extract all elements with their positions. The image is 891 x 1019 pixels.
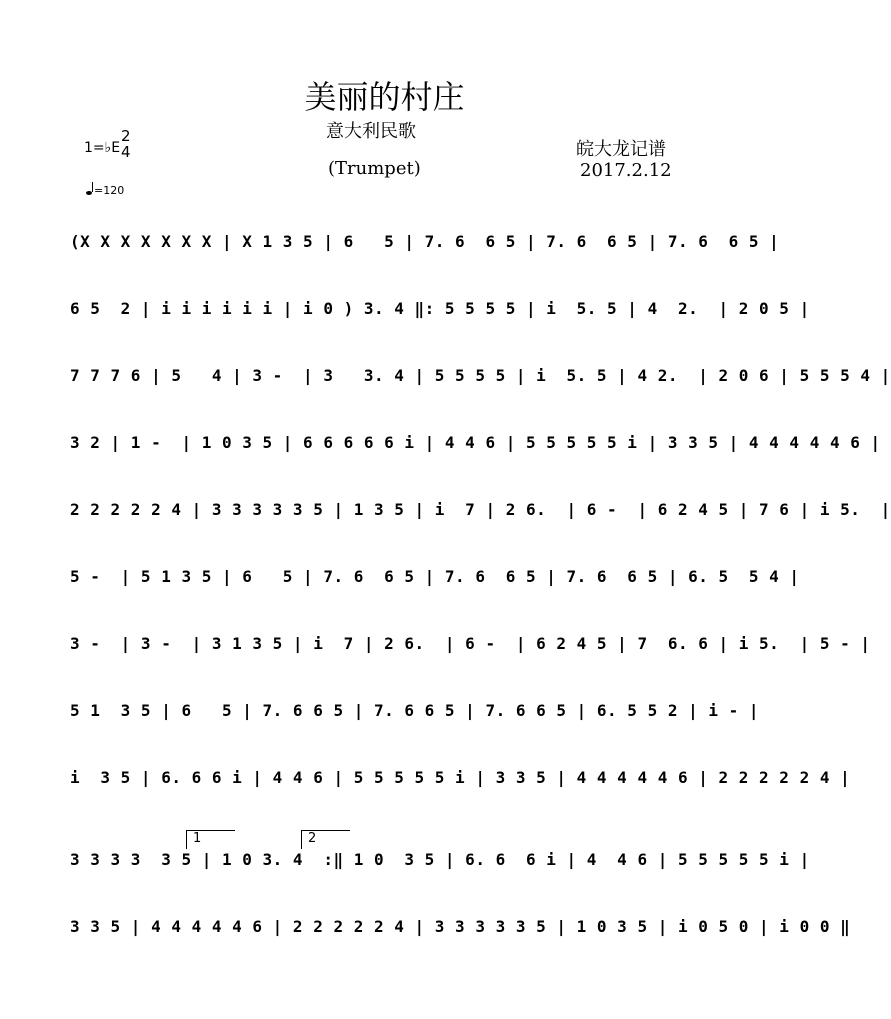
- second-ending-bracket: [301, 830, 350, 849]
- tempo-marking: [86, 184, 124, 197]
- second-ending-number: 2: [308, 831, 317, 846]
- score-line-9: i 3 5 | 6. 6 6 i | 4 4 6 | 5 5 5 5 5 i | 3 3 5 | 4 4 4 4 4 6 | 2 2 2 2 2 4 |: [70, 768, 851, 787]
- transcription-date: 2017.2.12: [580, 160, 672, 181]
- first-ending-bracket: [186, 830, 235, 849]
- score-line-1: (X X X X X X X | X 1 3 5 | 6 5 | 7. 6 6 5 | 7. 6 6 5 | 7. 6 6 5 |: [70, 232, 780, 251]
- score-line-4: 3 2 | 1 - | 1 0 3 5 | 6 6 6 6 6 i | 4 4 6 | 5 5 5 5 5 i | 3 3 5 | 4 4 4 4 4 6 |: [70, 433, 881, 452]
- score-line-10: 3 3 3 3 3 5 | 1 0 3. 4 :‖ 1 0 3 5 | 6. 6 6 i | 4 4 6 | 5 5 5 5 5 i |: [70, 850, 810, 869]
- tempo-value: =120: [94, 184, 125, 197]
- time-signature: [121, 128, 131, 160]
- meter-denominator: 4: [121, 143, 131, 161]
- score-line-5: 2 2 2 2 2 4 | 3 3 3 3 3 5 | 1 3 5 | i 7 | 2 6. | 6 - | 6 2 4 5 | 7 6 | i 5. |: [70, 500, 891, 519]
- score-line-7: 3 - | 3 - | 3 1 3 5 | i 7 | 2 6. | 6 - | 6 2 4 5 | 7 6. 6 | i 5. | 5 - |: [70, 634, 871, 653]
- song-title: 美丽的村庄: [304, 78, 465, 116]
- note-stem: [92, 182, 93, 192]
- song-subtitle: 意大利民歌: [326, 121, 416, 142]
- score-line-3: 7 7 7 6 | 5 4 | 3 - | 3 3. 4 | 5 5 5 5 | i 5. 5 | 4 2. | 2 0 6 | 5 5 5 4 |: [70, 366, 891, 385]
- key-signature: 1=♭E: [84, 140, 121, 156]
- transcriber-credit: 皖大龙记谱: [576, 139, 666, 160]
- meter-numerator: 2: [121, 127, 131, 145]
- first-ending-number: 1: [193, 831, 202, 846]
- instrument-label: (Trumpet): [328, 158, 421, 179]
- score-line-6: 5 - | 5 1 3 5 | 6 5 | 7. 6 6 5 | 7. 6 6 5 | 7. 6 6 5 | 6. 5 5 4 |: [70, 567, 800, 586]
- score-line-2: 6 5 2 | i i i i i i | i 0 ) 3. 4 ‖: 5 5 5 5 | i 5. 5 | 4 2. | 2 0 5 |: [70, 299, 810, 318]
- score-line-11: 3 3 5 | 4 4 4 4 4 6 | 2 2 2 2 2 4 | 3 3 3 3 3 5 | 1 0 3 5 | i 0 5 0 | i 0 0 ‖: [70, 917, 851, 936]
- score-line-8: 5 1 3 5 | 6 5 | 7. 6 6 5 | 7. 6 6 5 | 7. 6 6 5 | 6. 5 5 2 | i - |: [70, 701, 760, 720]
